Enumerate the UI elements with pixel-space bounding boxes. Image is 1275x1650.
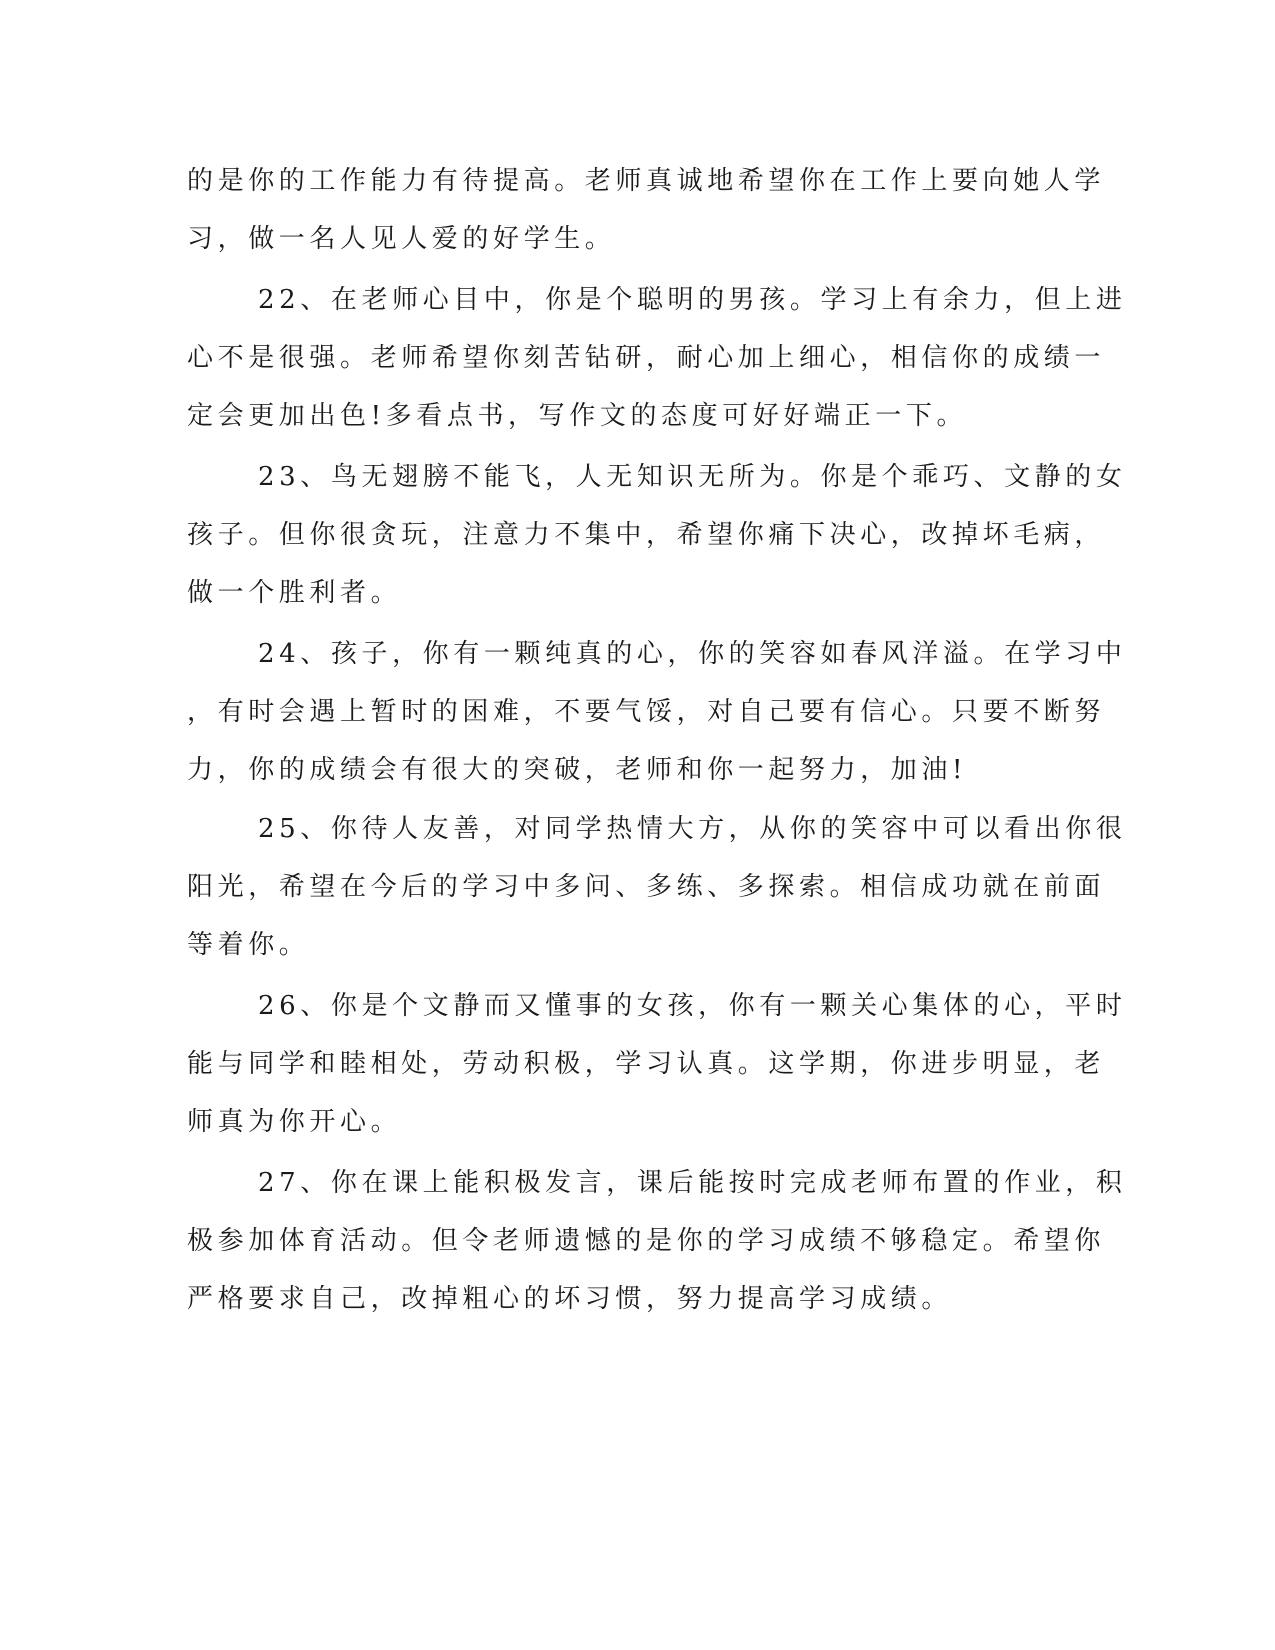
paragraph-24-line-1: 24、孩子，你有一颗纯真的心，你的笑容如春风洋溢。在学习中 xyxy=(258,639,1127,669)
text-line: 习，做一名人见人爱的好学生。 xyxy=(187,224,616,254)
paragraph-27-line-1: 27、你在课上能积极发言，课后能按时完成老师布置的作业，积 xyxy=(258,1168,1127,1198)
text-line: 严格要求自己，改掉粗心的坏习惯，努力提高学习成绩。 xyxy=(187,1284,953,1314)
text-line: 定会更加出色!多看点书，写作文的态度可好好端正一下。 xyxy=(187,401,968,431)
text-line: 的是你的工作能力有待提高。老师真诚地希望你在工作上要向她人学 xyxy=(187,166,1106,196)
paragraph-22-line-1: 22、在老师心目中，你是个聪明的男孩。学习上有余力，但上进 xyxy=(258,285,1127,315)
text-line: 极参加体育活动。但令老师遗憾的是你的学习成绩不够稳定。希望你 xyxy=(187,1226,1106,1256)
text-line: 力，你的成绩会有很大的突破，老师和你一起努力，加油! xyxy=(187,755,968,785)
paragraph-25-line-1: 25、你待人友善，对同学热情大方，从你的笑容中可以看出你很 xyxy=(258,814,1127,844)
paragraph-26-line-1: 26、你是个文静而又懂事的女孩，你有一颗关心集体的心，平时 xyxy=(258,991,1127,1021)
paragraph-23-line-1: 23、鸟无翅膀不能飞，人无知识无所为。你是个乖巧、文静的女 xyxy=(258,462,1127,492)
text-line: 阳光，希望在今后的学习中多问、多练、多探索。相信成功就在前面 xyxy=(187,872,1106,902)
text-line: 等着你。 xyxy=(187,930,310,960)
text-line: 心不是很强。老师希望你刻苦钻研，耐心加上细心，相信你的成绩一 xyxy=(187,343,1106,373)
text-line: 孩子。但你很贪玩，注意力不集中，希望你痛下决心，改掉坏毛病， xyxy=(187,520,1106,550)
text-line: 能与同学和睦相处，劳动积极，学习认真。这学期，你进步明显，老 xyxy=(187,1049,1106,1079)
text-line: 师真为你开心。 xyxy=(187,1107,402,1137)
text-line: 做一个胜利者。 xyxy=(187,578,402,608)
text-line: ，有时会遇上暂时的困难，不要气馁，对自己要有信心。只要不断努 xyxy=(187,697,1106,727)
